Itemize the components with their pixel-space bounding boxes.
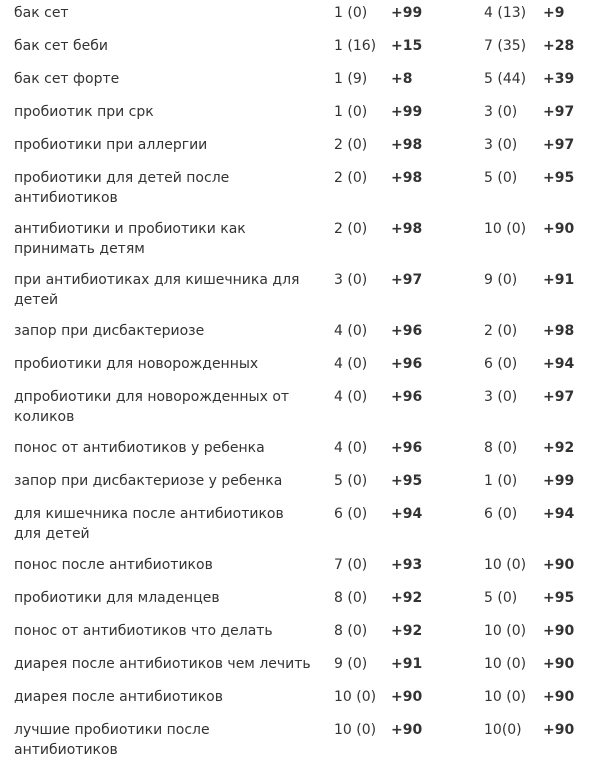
delta-2-cell: +94 — [543, 356, 575, 372]
position-1-cell: 10 (0) — [334, 689, 377, 705]
delta-2-cell: +95 — [543, 170, 575, 186]
delta-2-cell: +97 — [543, 137, 575, 153]
delta-1-cell: +8 — [391, 71, 413, 87]
keyword-cell: пробиотики при аллергии — [14, 137, 208, 153]
keyword-cell: понос после антибиотиков — [14, 557, 213, 573]
keyword-cell: антибиотики и пробиотики как принимать детям — [14, 221, 246, 257]
position-1-cell: 1 (0) — [334, 5, 368, 21]
position-1-cell: 4 (0) — [334, 389, 368, 405]
position-2-cell: 10 (0) — [484, 221, 527, 237]
delta-2-cell: +95 — [543, 590, 575, 606]
position-1-cell: 5 (0) — [334, 473, 368, 489]
keyword-cell: бак сет форте — [14, 71, 120, 87]
delta-1-cell: +94 — [391, 506, 423, 522]
delta-2-cell: +90 — [543, 722, 575, 738]
delta-1-cell: +91 — [391, 656, 423, 672]
keyword-cell: дпробиотики для новорожденных от коликов — [14, 389, 290, 425]
delta-2-cell: +90 — [543, 221, 575, 237]
delta-1-cell: +98 — [391, 170, 423, 186]
delta-1-cell: +96 — [391, 323, 423, 339]
keyword-cell: запор при дисбактериозе — [14, 323, 205, 339]
delta-2-cell: +39 — [543, 71, 575, 87]
position-2-cell: 3 (0) — [484, 104, 518, 120]
position-1-cell: 6 (0) — [334, 506, 368, 522]
delta-1-cell: +98 — [391, 137, 423, 153]
position-2-cell: 10 (0) — [484, 689, 527, 705]
delta-2-cell: +91 — [543, 272, 575, 288]
keyword-cell: для кишечника после антибиотиков для детей — [14, 506, 284, 542]
position-2-cell: 5 (44) — [484, 71, 527, 87]
keyword-cell: диарея после антибиотиков чем лечить — [14, 656, 311, 672]
keyword-cell: пробиотики для младенцев — [14, 590, 220, 606]
keyword-cell: понос от антибиотиков что делать — [14, 623, 273, 639]
keyword-cell: лучшие пробиотики после антибиотиков — [14, 722, 210, 758]
position-2-cell: 9 (0) — [484, 272, 518, 288]
delta-2-cell: +90 — [543, 656, 575, 672]
delta-2-cell: +94 — [543, 506, 575, 522]
delta-2-cell: +90 — [543, 623, 575, 639]
keyword-cell: диарея после антибиотиков — [14, 689, 223, 705]
delta-1-cell: +97 — [391, 272, 423, 288]
position-1-cell: 1 (16) — [334, 38, 377, 54]
delta-1-cell: +99 — [391, 5, 423, 21]
keyword-cell: бак сет — [14, 5, 69, 21]
position-2-cell: 1 (0) — [484, 473, 518, 489]
keyword-cell: пробиотики для детей после антибиотиков — [14, 170, 230, 206]
position-2-cell: 2 (0) — [484, 323, 518, 339]
keyword-cell: бак сет беби — [14, 38, 109, 54]
position-2-cell: 4 (13) — [484, 5, 527, 21]
delta-2-cell: +98 — [543, 323, 575, 339]
keyword-cell: при антибиотиках для кишечника для детей — [14, 272, 300, 308]
position-1-cell: 4 (0) — [334, 323, 368, 339]
delta-2-cell: +99 — [543, 473, 575, 489]
position-2-cell: 5 (0) — [484, 590, 518, 606]
position-2-cell: 10(0) — [484, 722, 522, 738]
position-2-cell: 7 (35) — [484, 38, 527, 54]
delta-2-cell: +90 — [543, 689, 575, 705]
position-2-cell: 3 (0) — [484, 389, 518, 405]
position-1-cell: 8 (0) — [334, 590, 368, 606]
position-2-cell: 6 (0) — [484, 356, 518, 372]
position-2-cell: 3 (0) — [484, 137, 518, 153]
keyword-cell: понос от антибиотиков у ребенка — [14, 440, 265, 456]
position-1-cell: 1 (9) — [334, 71, 368, 87]
position-2-cell: 10 (0) — [484, 656, 527, 672]
position-2-cell: 10 (0) — [484, 557, 527, 573]
delta-1-cell: +15 — [391, 38, 423, 54]
position-1-cell: 3 (0) — [334, 272, 368, 288]
position-1-cell: 4 (0) — [334, 440, 368, 456]
delta-2-cell: +90 — [543, 557, 575, 573]
delta-1-cell: +99 — [391, 104, 423, 120]
delta-1-cell: +92 — [391, 623, 423, 639]
position-2-cell: 10 (0) — [484, 623, 527, 639]
delta-1-cell: +92 — [391, 590, 423, 606]
position-1-cell: 2 (0) — [334, 170, 368, 186]
delta-1-cell: +96 — [391, 389, 423, 405]
position-2-cell: 8 (0) — [484, 440, 518, 456]
keyword-cell: пробиотики для новорожденных — [14, 356, 259, 372]
position-1-cell: 8 (0) — [334, 623, 368, 639]
position-2-cell: 5 (0) — [484, 170, 518, 186]
delta-2-cell: +9 — [543, 5, 565, 21]
position-1-cell: 2 (0) — [334, 221, 368, 237]
delta-2-cell: +28 — [543, 38, 575, 54]
delta-1-cell: +93 — [391, 557, 423, 573]
position-1-cell: 10 (0) — [334, 722, 377, 738]
delta-1-cell: +90 — [391, 722, 423, 738]
delta-1-cell: +98 — [391, 221, 423, 237]
position-1-cell: 7 (0) — [334, 557, 368, 573]
keyword-cell: запор при дисбактериозе у ребенка — [14, 473, 283, 489]
position-1-cell: 2 (0) — [334, 137, 368, 153]
keyword-cell: пробиотик при срк — [14, 104, 154, 120]
delta-1-cell: +96 — [391, 356, 423, 372]
position-1-cell: 9 (0) — [334, 656, 368, 672]
delta-2-cell: +97 — [543, 389, 575, 405]
position-1-cell: 4 (0) — [334, 356, 368, 372]
delta-2-cell: +92 — [543, 440, 575, 456]
position-1-cell: 1 (0) — [334, 104, 368, 120]
position-2-cell: 6 (0) — [484, 506, 518, 522]
delta-1-cell: +90 — [391, 689, 423, 705]
delta-2-cell: +97 — [543, 104, 575, 120]
delta-1-cell: +95 — [391, 473, 423, 489]
delta-1-cell: +96 — [391, 440, 423, 456]
